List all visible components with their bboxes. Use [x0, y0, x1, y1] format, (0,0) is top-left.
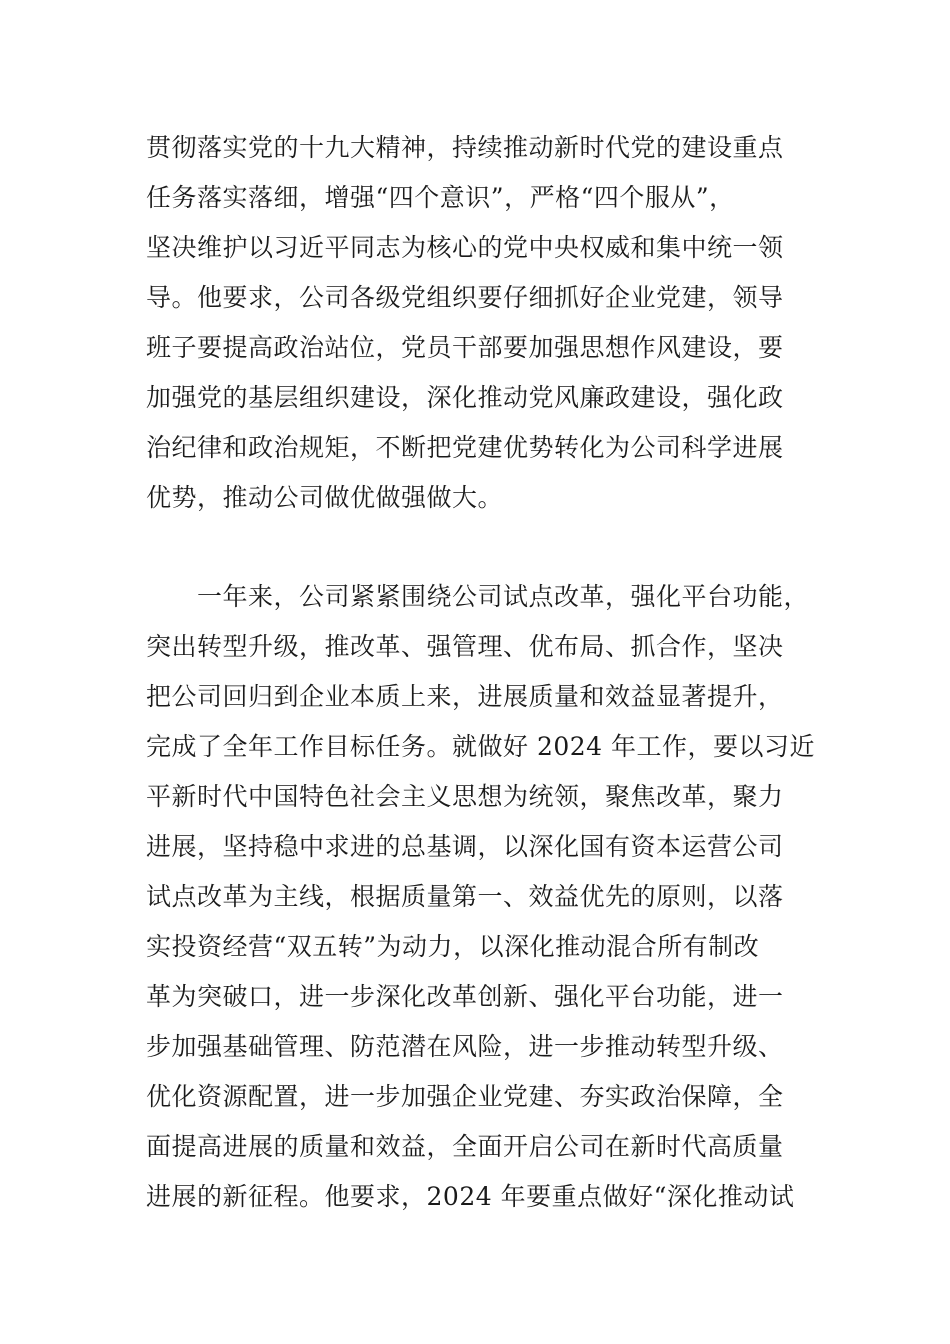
text-line: 突出转型升级，推改革、强管理、优布局、抓合作，坚决: [146, 632, 784, 661]
text-line: 任务落实落细，增强“四个意识”，严格“四个服从”，: [146, 183, 735, 212]
text-line: 贯彻落实党的十九大精神，持续推动新时代党的建设重点: [146, 133, 784, 162]
text-line: 平新时代中国特色社会主义思想为统领，聚焦改革，聚力: [146, 782, 784, 811]
text-line: 实投资经营“双五转”为动力，以深化推动混合所有制改: [146, 932, 760, 961]
text-line: 导。他要求，公司各级党组织要仔细抓好企业党建，领导: [146, 283, 784, 312]
text-line: 优化资源配置，进一步加强企业党建、夯实政治保障，全: [146, 1082, 784, 1111]
text-line: 治纪律和政治规矩，不断把党建优势转化为公司科学进展: [146, 433, 784, 462]
text-line: 优势，推动公司做优做强做大。: [146, 483, 504, 512]
text-line: 进展，坚持稳中求进的总基调，以深化国有资本运营公司: [146, 832, 784, 861]
text-line: 坚决维护以习近平同志为核心的党中央权威和集中统一领: [146, 233, 784, 262]
text-line: 班子要提高政治站位，党员干部要加强思想作风建设，要: [146, 333, 784, 362]
text-line: 步加强基础管理、防范潜在风险，进一步推动转型升级、: [146, 1032, 784, 1061]
text-line: 完成了全年工作目标任务。就做好 2024 年工作，要以习近: [146, 732, 816, 761]
text-line: 进展的新征程。他要求，2024 年要重点做好“深化推动试: [146, 1182, 795, 1211]
text-line: 面提高进展的质量和效益，全面开启公司在新时代高质量: [146, 1132, 784, 1161]
text-line: 加强党的基层组织建设，深化推动党风廉政建设，强化政: [146, 383, 784, 412]
text-line: 把公司回归到企业本质上来，进展质量和效益显著提升，: [146, 682, 784, 711]
text-line: 革为突破口，进一步深化改革创新、强化平台功能，进一: [146, 982, 784, 1011]
text-line: 试点改革为主线，根据质量第一、效益优先的原则，以落: [146, 882, 784, 911]
text-line: 一年来，公司紧紧围绕公司试点改革，强化平台功能，: [146, 582, 810, 611]
